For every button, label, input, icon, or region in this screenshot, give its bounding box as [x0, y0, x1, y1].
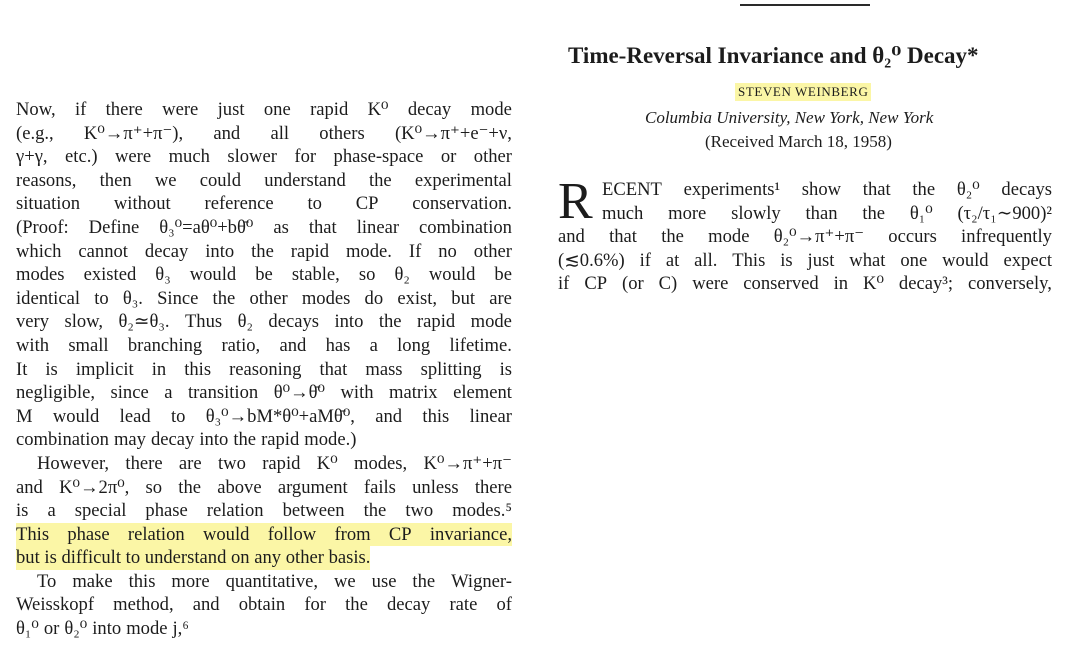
text-line: Weisskopf method, and obtain for the decay rate of — [16, 594, 512, 616]
text-line: (Proof: Define θ₃⁰=aθ⁰+bθ̄⁰ as that linear combination — [16, 216, 512, 238]
text-line: reasons, then we could understand the experimental — [16, 169, 512, 191]
highlight-span: but is difficult to understand on any other basis. — [16, 547, 371, 569]
text-line: θ₁⁰ or θ₂⁰ into mode j,⁶ — [16, 618, 189, 640]
text-line: which cannot decay into the rapid mode. If no other — [16, 240, 512, 262]
text-line: with small branching ratio, and has a long lifetime. — [16, 334, 512, 356]
text-line: combination may decay into the rapid mode.) — [16, 429, 357, 451]
text-line: situation without reference to CP conservation. — [16, 193, 512, 215]
text-line: (e.g., K⁰→π⁺+π⁻), and all others (K⁰→π⁺+e⁻+ν, — [16, 122, 512, 144]
header-rule — [740, 4, 870, 6]
text-line: ECENT experiments¹ show that the θ₂⁰ decays — [602, 179, 1052, 200]
text-line: However, there are two rapid K⁰ modes, K⁰→π⁺+π⁻ — [37, 452, 512, 474]
drop-cap: R — [558, 173, 593, 230]
text-line: negligible, since a transition θ⁰→θ̄⁰ with matrix element — [16, 382, 512, 404]
text-line: and that the mode θ₂⁰→π⁺+π⁻ occurs infrequently — [558, 226, 1052, 248]
text-line: To make this more quantitative, we use the Wigner- — [37, 570, 512, 592]
text-line: if CP (or C) were conserved in K⁰ decay³; conversely, — [558, 273, 1052, 295]
affiliation: Columbia University, New York, New York — [645, 108, 934, 127]
text-line: It is implicit in this reasoning that mass splitting is — [16, 358, 512, 380]
author-name: STEVEN WEINBERG — [735, 83, 871, 101]
received-date: (Received March 18, 1958) — [705, 132, 892, 151]
text-line: identical to θ₃. Since the other modes do exist, but are — [16, 287, 512, 309]
text-line: much more slowly than the θ₁⁰ (τ₂/τ₁∼900)² — [602, 202, 1052, 224]
highlighted-line-short — [16, 546, 512, 570]
text-line: (≲0.6%) if at all. This is just what one would expect — [558, 249, 1052, 271]
text-line: M would lead to θ₃⁰→bM*θ⁰+aMθ̄⁰, and this linear — [16, 405, 512, 427]
text-line: Now, if there were just one rapid K⁰ decay mode — [16, 99, 512, 120]
highlighted-line: This phase relation would follow from CP invariance, — [16, 523, 512, 545]
text-line: is a special phase relation between the two modes.⁵ — [16, 500, 512, 522]
text-line: and K⁰→2π⁰, so the above argument fails unless there — [16, 476, 512, 498]
right-column — [558, 173, 1052, 296]
text-line: modes existed θ₃ would be stable, so θ₂ would be — [16, 264, 512, 286]
left-column — [16, 98, 512, 641]
text-line: very slow, θ₂≃θ₃. Thus θ₂ decays into the rapid mode — [16, 311, 512, 333]
paper-title: Time-Reversal Invariance and θ₂⁰ Decay* — [568, 43, 979, 68]
text-line: γ+γ, etc.) were much slower for phase-space or other — [16, 146, 512, 168]
